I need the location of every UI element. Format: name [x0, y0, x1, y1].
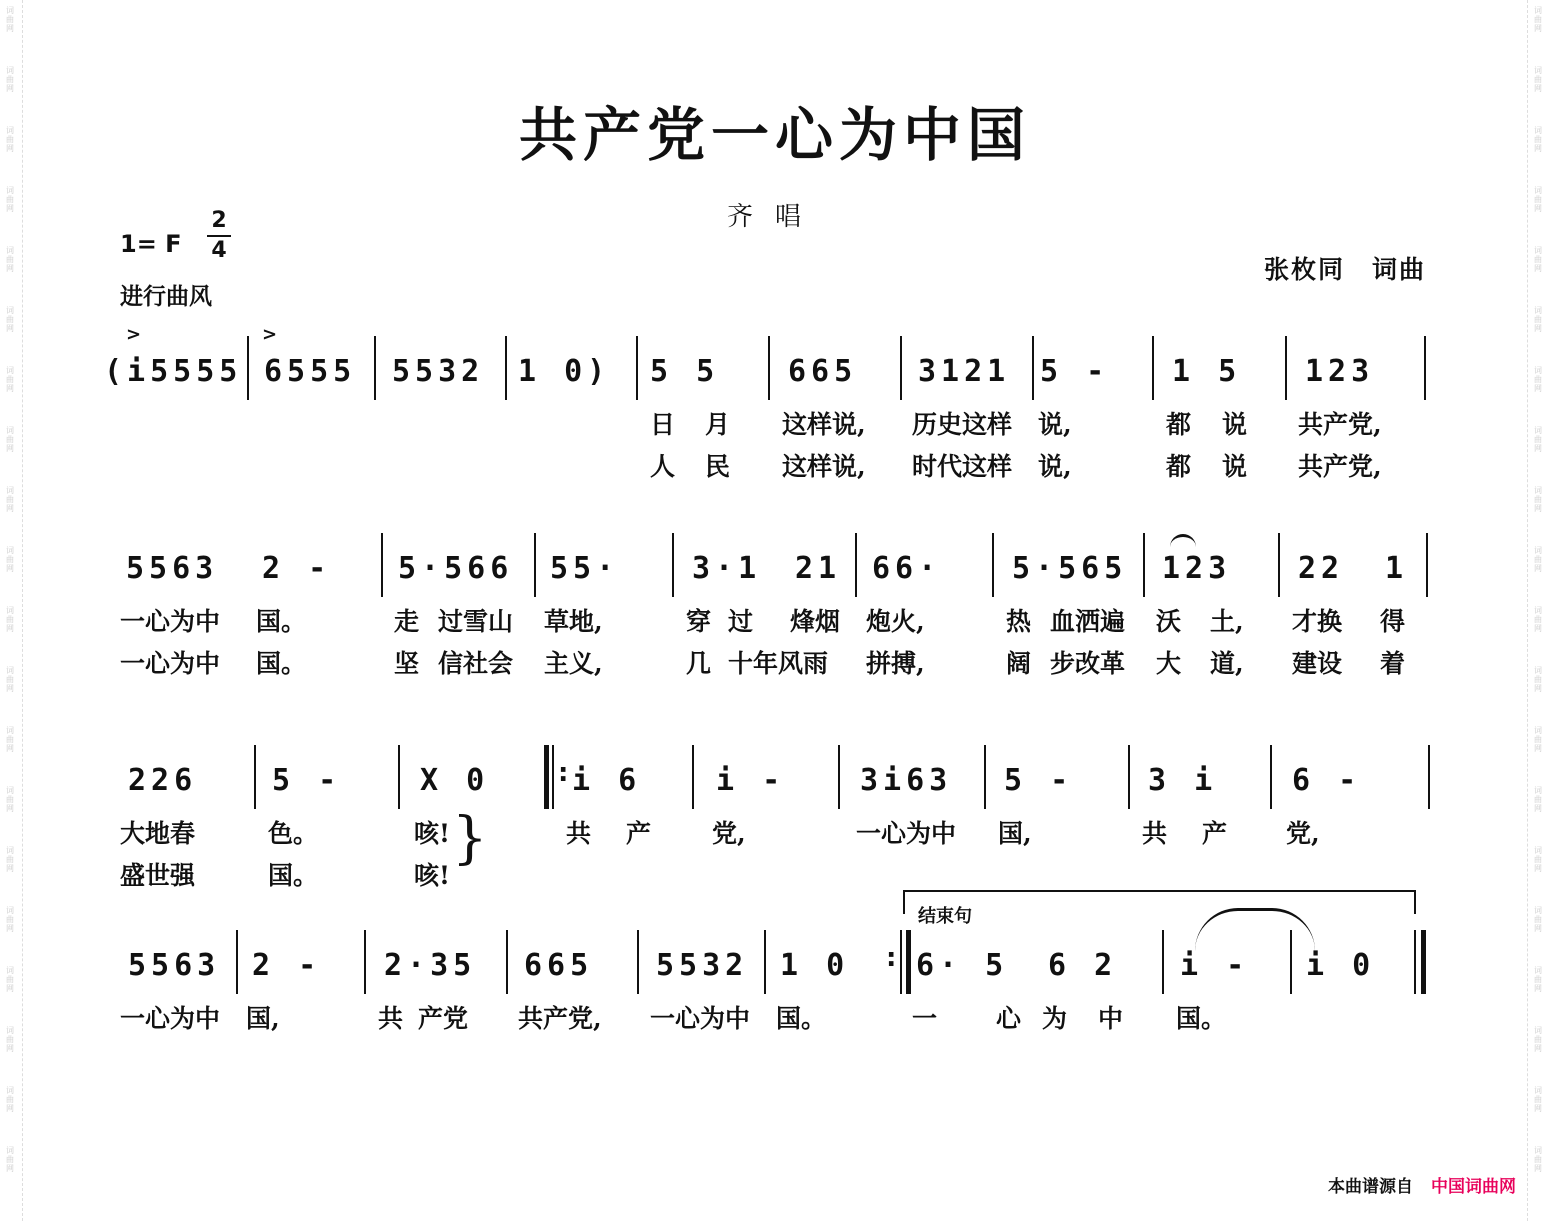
barline: [505, 336, 507, 400]
measure: (i5555: [104, 354, 243, 389]
lyric: 人: [650, 452, 676, 481]
watermark-text: 词曲网: [1534, 6, 1542, 33]
measure: 55·: [550, 551, 620, 586]
watermark-text: 词曲网: [6, 606, 14, 633]
source-label: 本曲谱源自: [1328, 1177, 1413, 1197]
barline: [984, 745, 986, 809]
lyric: 都: [1166, 452, 1192, 481]
lyric: 党,: [712, 819, 746, 848]
measure: i 6: [572, 763, 642, 798]
verse-brace: }: [452, 806, 488, 871]
watermark-text: 词曲网: [6, 6, 14, 33]
watermark-text: 词曲网: [6, 906, 14, 933]
lyrics-verse-2: [0, 861, 1550, 891]
barline: [1290, 930, 1292, 994]
measure: 66·: [872, 551, 942, 586]
accent-mark: >: [262, 324, 278, 345]
performance-style: 齐唱: [726, 202, 823, 232]
watermark-text: 词曲网: [6, 306, 14, 333]
measure: 665: [524, 948, 594, 983]
lyric: 说,: [1038, 410, 1072, 439]
watermark-text: 词曲网: [1534, 1146, 1542, 1173]
measure: 5 -: [1040, 354, 1110, 389]
lyric: 中: [1098, 1004, 1124, 1033]
lyric: 月: [705, 410, 731, 439]
lyric: 大: [1156, 649, 1182, 678]
lyric: 一: [912, 1004, 938, 1033]
barline: [1128, 745, 1130, 809]
measure: 3·1: [692, 551, 762, 586]
barline: [1152, 336, 1154, 400]
barline: [900, 336, 902, 400]
lyric: 产: [1202, 819, 1228, 848]
barline: [534, 533, 536, 597]
watermark-text: 词曲网: [1534, 306, 1542, 333]
barline: [374, 336, 376, 400]
lyric: 时代这样: [912, 452, 1013, 481]
lyric: 才换: [1292, 607, 1343, 636]
lyric: 产: [626, 819, 652, 848]
lyric: 都: [1166, 410, 1192, 439]
notes-line-1: [0, 324, 1550, 392]
lyric: 穿: [686, 607, 712, 636]
barline: [672, 533, 674, 597]
measure: 1: [1385, 551, 1409, 586]
lyric: 一心为中: [856, 819, 957, 848]
measure: 3i63: [860, 763, 953, 798]
measure: 123: [1162, 551, 1232, 586]
barline: [768, 336, 770, 400]
watermark-text: 词曲网: [1534, 1026, 1542, 1053]
barline: [1426, 533, 1428, 597]
watermark-text: 词曲网: [1534, 126, 1542, 153]
final-barline: [1421, 930, 1426, 994]
lyric: 色。: [268, 819, 319, 848]
lyric: 心: [996, 1004, 1022, 1033]
repeat-barline: [552, 745, 554, 809]
measure: 3121: [918, 354, 1011, 389]
watermark-text: 词曲网: [1534, 546, 1542, 573]
repeat-dots: :: [886, 943, 897, 973]
repeat-barline: [900, 930, 902, 994]
measure: 5 -: [1004, 763, 1074, 798]
lyric: 共: [566, 819, 592, 848]
barline: [637, 930, 639, 994]
watermark-text: 词曲网: [6, 846, 14, 873]
watermark-text: 词曲网: [6, 966, 14, 993]
lyrics-verse-2: [0, 649, 1550, 679]
lyric: 大地春: [120, 819, 196, 848]
time-bottom: 4: [211, 238, 227, 263]
lyric: 土,: [1210, 607, 1244, 636]
lyric: 国,: [998, 819, 1032, 848]
watermark-text: 词曲网: [6, 246, 14, 273]
final-barline: [1414, 930, 1416, 994]
watermark-text: 词曲网: [1534, 186, 1542, 213]
lyric: 国。: [256, 607, 307, 636]
measure: 21: [795, 551, 842, 586]
lyrics-verse-2: [0, 452, 1550, 482]
notes-line-2: [0, 549, 1550, 589]
ending-label: 结束句: [918, 906, 972, 927]
barline: [236, 930, 238, 994]
lyrics-verse-1: [0, 1004, 1550, 1034]
barline: [1270, 745, 1272, 809]
measure: 2·35: [384, 948, 477, 983]
watermark-text: 词曲网: [1534, 366, 1542, 393]
measure: 5532: [392, 354, 485, 389]
lyric: 草地,: [544, 607, 603, 636]
lyric: 坚: [394, 649, 420, 678]
watermark-text: 词曲网: [6, 366, 14, 393]
watermark-text: 词曲网: [6, 1026, 14, 1053]
measure: 665: [788, 354, 858, 389]
measure: 6· 5: [916, 948, 1009, 983]
lyric: 民: [705, 452, 731, 481]
measure: 22: [1298, 551, 1345, 586]
lyric: 十年风雨: [728, 649, 829, 678]
watermark-text: 词曲网: [6, 426, 14, 453]
watermark-text: 词曲网: [1534, 426, 1542, 453]
measure: 6 2: [1048, 948, 1118, 983]
watermark-text: 词曲网: [6, 1086, 14, 1113]
lyric: 一心为中: [120, 649, 221, 678]
lyrics-verse-1: [0, 410, 1550, 440]
lyric: 共产党,: [1298, 452, 1382, 481]
measure: 5·566: [398, 551, 514, 586]
lyric: 说: [1222, 410, 1248, 439]
lyric: 几: [686, 649, 712, 678]
watermark-text: 词曲网: [6, 1146, 14, 1173]
lyric: 一心为中: [650, 1004, 751, 1033]
watermark-text: 词曲网: [1534, 726, 1542, 753]
lyric: 主义,: [544, 649, 603, 678]
watermark-text: 词曲网: [6, 126, 14, 153]
lyric: 共: [1142, 819, 1168, 848]
time-top: 2: [211, 208, 227, 233]
measure: 2 -: [262, 551, 332, 586]
barline: [1032, 336, 1034, 400]
lyric: 步改革: [1050, 649, 1126, 678]
lyric: 国。: [776, 1004, 827, 1033]
barline: [381, 533, 383, 597]
barline: [1428, 745, 1430, 809]
barline: [992, 533, 994, 597]
watermark-text: 词曲网: [6, 66, 14, 93]
composer-credit: 张枚同 词曲: [1263, 255, 1426, 284]
barline: [636, 336, 638, 400]
ending-bracket: [903, 890, 1416, 914]
lyrics-verse-1: [0, 607, 1550, 637]
watermark-text: 词曲网: [6, 186, 14, 213]
lyrics-verse-1: [0, 819, 1550, 849]
watermark-text: 词曲网: [1534, 906, 1542, 933]
lyric: 咳!: [414, 861, 450, 890]
measure: 1 0): [518, 354, 611, 389]
barline: [764, 930, 766, 994]
lyric: 烽烟: [790, 607, 841, 636]
barline: [254, 745, 256, 809]
barline: [506, 930, 508, 994]
watermark-text: 词曲网: [6, 546, 14, 573]
watermark-text: 词曲网: [6, 786, 14, 813]
lyric: 这样说,: [782, 410, 866, 439]
watermark-text: 词曲网: [6, 726, 14, 753]
key-signature: 1= F: [120, 230, 182, 258]
watermark-text: 词曲网: [6, 486, 14, 513]
measure: 1 0: [780, 948, 850, 983]
lyric: 共产党,: [1298, 410, 1382, 439]
lyric: 国。: [268, 861, 319, 890]
lyric: 国。: [256, 649, 307, 678]
lyric: 盛世强: [120, 861, 196, 890]
lyric: 一心为中: [120, 607, 221, 636]
lyric: 一心为中: [120, 1004, 221, 1033]
lyric: 说: [1222, 452, 1248, 481]
measure: 5 5: [650, 354, 720, 389]
barline: [855, 533, 857, 597]
lyric: 道,: [1210, 649, 1244, 678]
measure: 5563: [128, 948, 221, 983]
lyric: 历史这样: [912, 410, 1013, 439]
lyric: 炮火,: [866, 607, 925, 636]
measure: 1 5: [1172, 354, 1242, 389]
lyric: 共: [378, 1004, 404, 1033]
watermark-text: 词曲网: [1534, 966, 1542, 993]
watermark-text: 词曲网: [1534, 246, 1542, 273]
measure: 5 -: [272, 763, 342, 798]
barline: [247, 336, 249, 400]
lyric: 说,: [1038, 452, 1072, 481]
measure: X 0: [420, 763, 490, 798]
lyric: 阔: [1006, 649, 1032, 678]
measure: 2 -: [252, 948, 322, 983]
measure: 3 i: [1148, 763, 1218, 798]
watermark-text: 词曲网: [1534, 1086, 1542, 1113]
notes-line-4: [0, 943, 1550, 986]
time-divider: [207, 235, 231, 237]
watermark-text: 词曲网: [6, 666, 14, 693]
lyric: 沃: [1156, 607, 1182, 636]
lyric: 过雪山: [438, 607, 514, 636]
source-site-link[interactable]: 中国词曲网: [1431, 1177, 1516, 1197]
measure: i 0: [1306, 948, 1376, 983]
source-credit: [1328, 1172, 1516, 1197]
lyric: 着: [1380, 649, 1406, 678]
lyric: 党,: [1286, 819, 1320, 848]
lyric: 过: [728, 607, 754, 636]
barline: [1143, 533, 1145, 597]
watermark-text: 词曲网: [1534, 486, 1542, 513]
lyric: 国,: [246, 1004, 280, 1033]
repeat-dots: :: [558, 758, 569, 788]
barline: [1278, 533, 1280, 597]
tempo-marking: 进行曲风: [120, 284, 212, 310]
lyric: 得: [1380, 607, 1406, 636]
barline: [692, 745, 694, 809]
measure: 5·565: [1012, 551, 1128, 586]
measure: 5532: [656, 948, 749, 983]
repeat-barline: [544, 745, 549, 809]
watermark-text: 词曲网: [1534, 786, 1542, 813]
song-title: 共产党一心为中国: [518, 101, 1031, 169]
watermark-text: 词曲网: [1534, 666, 1542, 693]
repeat-barline: [906, 930, 911, 994]
accent-mark: >: [126, 324, 142, 345]
lyric: 这样说,: [782, 452, 866, 481]
lyric: 咳!: [414, 819, 450, 848]
watermark-text: 词曲网: [1534, 606, 1542, 633]
barline: [398, 745, 400, 809]
watermark-text: 词曲网: [1534, 846, 1542, 873]
lyric: 走: [394, 607, 420, 636]
measure: 226: [128, 763, 198, 798]
notes-line-3: [0, 758, 1550, 801]
measure: 6555: [264, 354, 357, 389]
barline: [1424, 336, 1426, 400]
barline: [364, 930, 366, 994]
measure: i -: [1180, 948, 1250, 983]
barline: [838, 745, 840, 809]
barline: [1285, 336, 1287, 400]
lyric: 产党: [418, 1004, 469, 1033]
lyric: 为: [1042, 1004, 1068, 1033]
watermark-text: 词曲网: [1534, 66, 1542, 93]
lyric: 信社会: [438, 649, 514, 678]
lyric: 国。: [1176, 1004, 1227, 1033]
lyric: 日: [650, 410, 676, 439]
tie-slur: [1195, 908, 1315, 951]
measure: 6 -: [1292, 763, 1362, 798]
lyric: 热: [1006, 607, 1032, 636]
measure: 123: [1305, 354, 1375, 389]
time-signature: [205, 208, 233, 264]
lyric: 建设: [1292, 649, 1343, 678]
lyric: 共产党,: [518, 1004, 602, 1033]
lyric: 拼搏,: [866, 649, 925, 678]
lyric: 血洒遍: [1050, 607, 1126, 636]
measure: i -: [716, 763, 786, 798]
measure: 5563: [126, 551, 219, 586]
barline: [1162, 930, 1164, 994]
